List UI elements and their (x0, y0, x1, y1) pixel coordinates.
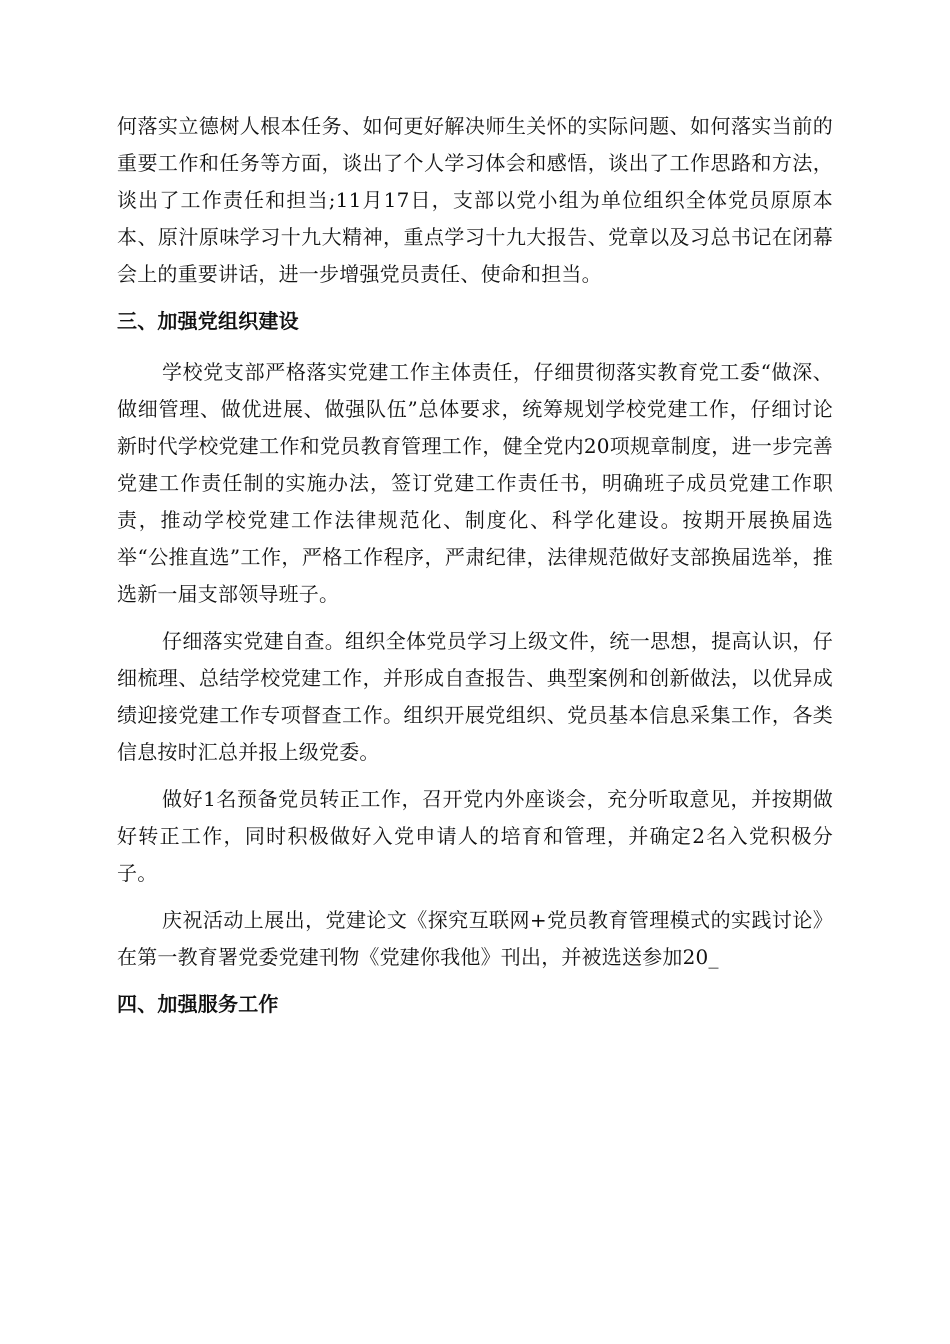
paragraph-publication: 庆祝活动上展出，党建论文《探究互联网+党员教育管理模式的实践讨论》在第一教育署党委党建刊物《党建你我他》刊出，并被选送参加20_ (117, 908, 833, 969)
paragraph-self-inspection: 仔细落实党建自查。组织全体党员学习上级文件，统一思想，提高认识，仔细梳理、总结学校党建工作，并形成自查报告、典型案例和创新做法，以优异成绩迎接党建工作专项督查工作。组织开展党组织、党员基本信息采集工作，各类信息按时汇总并报上级党委。 (117, 629, 833, 764)
paragraph-membership: 做好1名预备党员转正工作，召开党内外座谈会，充分听取意见，并按期做好转正工作，同时积极做好入党申请人的培育和管理，并确定2名入党积极分子。 (117, 787, 833, 885)
section-heading-4: 四、加强服务工作 (117, 992, 279, 1016)
paragraph-party-responsibility: 学校党支部严格落实党建工作主体责任，仔细贯彻落实教育党工委“做深、做细管理、做优进展、做强队伍”总体要求，统筹规划学校党建工作，仔细讨论新时代学校党建工作和党员教育管理工作，健全党内20项规章制度，进一步完善党建工作责任制的实施办法，签订党建工作责任书，明确班子成员党建工作职责，推动学校党建工作法律规范化、制度化、科学化建设。按期开展换届选举“公推直选”工作，严格工作程序，严肃纪律，法律规范做好支部换届选举，推选新一届支部领导班子。 (117, 360, 833, 606)
section-heading-3: 三、加强党组织建设 (117, 309, 299, 333)
paragraph-continued-study: 何落实立德树人根本任务、如何更好解决师生关怀的实际问题、如何落实当前的重要工作和任务等方面，谈出了个人学习体会和感悟，谈出了工作思路和方法，谈出了工作责任和担当;11月17日，支部以党小组为单位组织全体党员原原本本、原汁原味学习十九大精神，重点学习十九大报告、党章以及习总书记在闭幕会上的重要讲话，进一步增强党员责任、使命和担当。 (117, 114, 833, 286)
document-body (117, 108, 833, 1037)
